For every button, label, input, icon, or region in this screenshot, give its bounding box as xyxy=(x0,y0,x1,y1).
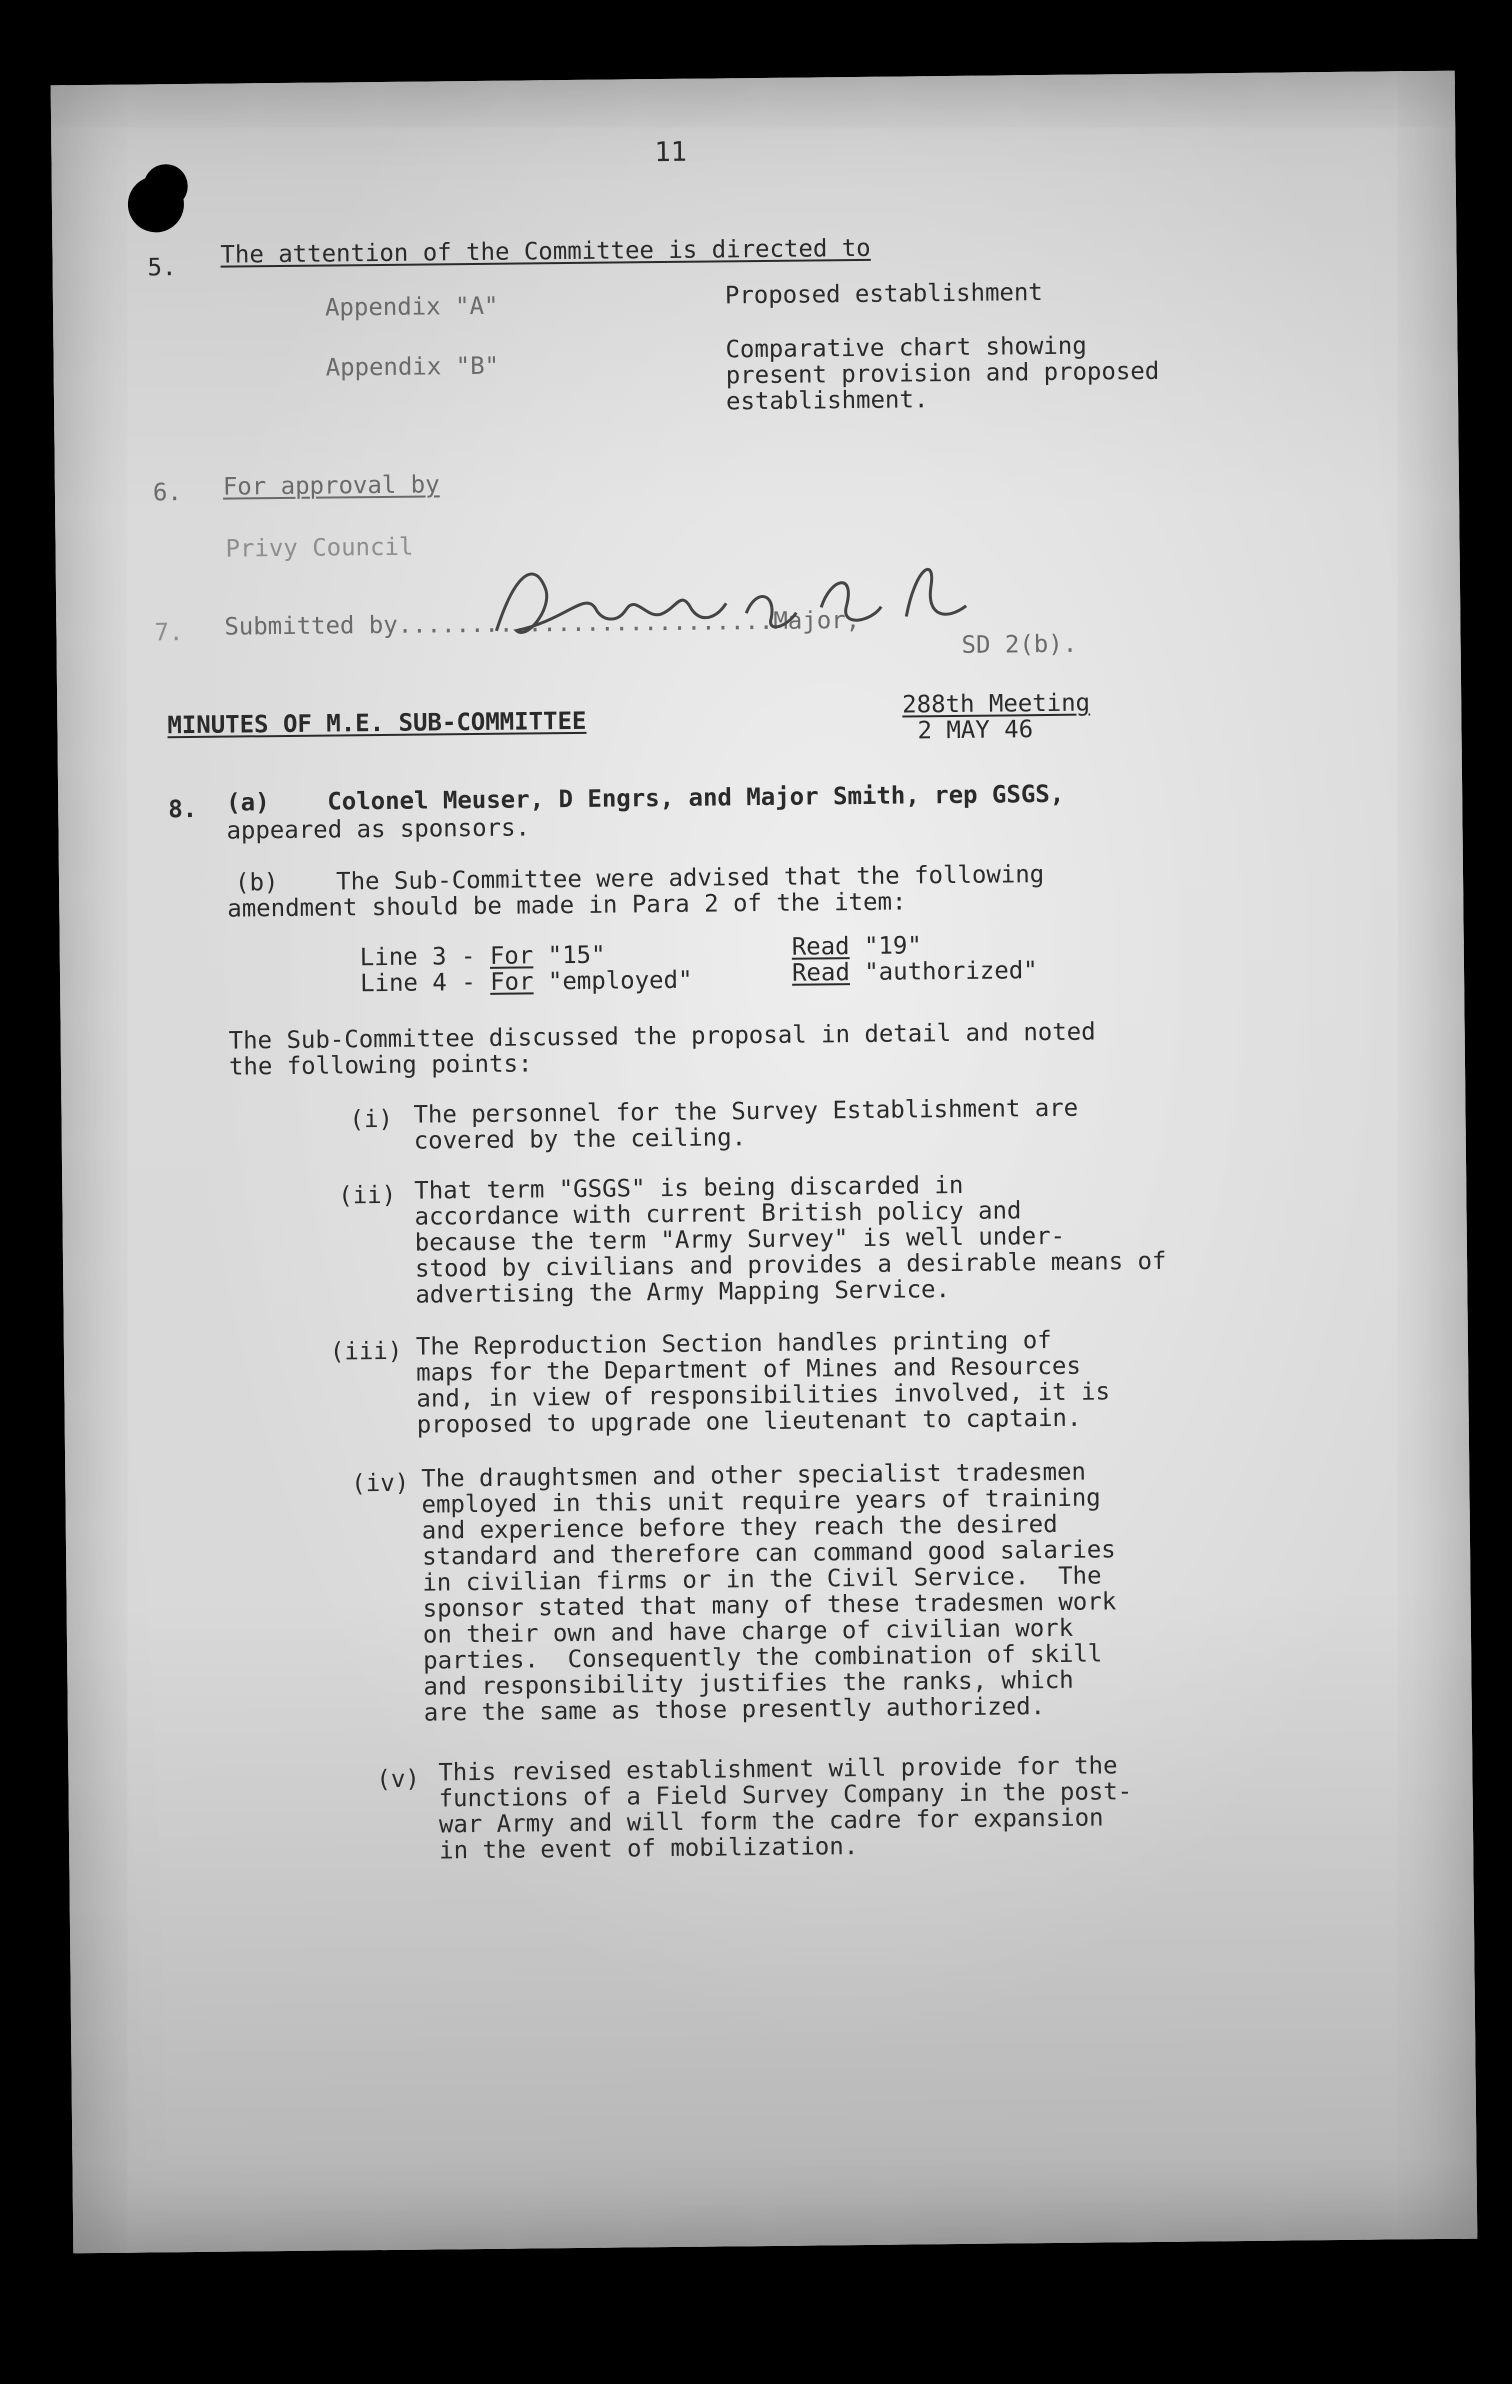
punch-hole xyxy=(144,164,188,208)
point-line: The personnel for the Survey Establishment are xyxy=(413,1093,1079,1129)
point-line: war Army and will form the cadre for expansion xyxy=(438,1803,1104,1839)
point-number: (i) xyxy=(349,1104,394,1134)
page-number: 11 xyxy=(654,136,688,169)
point-line: and, in view of responsibilities involved, it is xyxy=(416,1377,1111,1413)
point-line: covered by the ceiling. xyxy=(413,1123,747,1155)
point-line: sponsor stated that many of these tradesmen work xyxy=(422,1587,1117,1623)
point-line: employed in this unit require years of training xyxy=(421,1483,1101,1519)
amendment-line-4: Line 4 - For "employed" xyxy=(359,965,693,998)
item-5-heading: The attention of the Committee is directed to xyxy=(220,233,871,269)
appendix-b-label: Appendix "B" xyxy=(325,351,500,382)
point-line: and experience before they reach the desired xyxy=(421,1509,1058,1545)
item-8-a-line: (a) Colonel Meuser, D Engrs, and Major Smith, rep GSGS, xyxy=(226,779,1065,817)
point-line: accordance with current British policy and xyxy=(414,1196,1022,1231)
discussion-intro-line: The Sub-Committee discussed the proposal in detail and noted xyxy=(228,1017,1096,1055)
point-line: because the term "Army Survey" is well under- xyxy=(414,1221,1066,1257)
point-line: advertising the Army Mapping Service. xyxy=(415,1275,951,1309)
amendment-line-3-read: Read "19" xyxy=(791,931,922,961)
minutes-title: MINUTES OF M.E. SUB-COMMITTEE xyxy=(167,706,587,740)
item-5-number: 5. xyxy=(147,253,177,282)
point-line: The draughtsmen and other specialist tradesmen xyxy=(421,1457,1087,1493)
point-number: (iii) xyxy=(329,1336,403,1366)
item-8-b-line: amendment should be made in Para 2 of the item: xyxy=(227,887,907,923)
item-7-number: 7. xyxy=(154,618,184,647)
point-line: parties. Consequently the combination of skill xyxy=(423,1639,1103,1675)
point-number: (iv) xyxy=(351,1468,410,1498)
point-line: and responsibility justifies the ranks, which xyxy=(423,1665,1074,1701)
point-line: are the same as those presently authorized. xyxy=(423,1692,1046,1727)
submitted-by-line: Submitted by..........................Major, xyxy=(224,605,861,641)
meeting-number: 288th Meeting xyxy=(902,688,1091,719)
meeting-date: 2 MAY 46 xyxy=(917,715,1034,745)
amendment-line-4-read: Read "authorized" xyxy=(791,956,1038,987)
appendix-a-description: Proposed establishment xyxy=(724,278,1043,310)
appendix-b-description-line: Comparative chart showing xyxy=(725,331,1087,364)
submitter-office: SD 2(b). xyxy=(961,629,1078,659)
point-line: maps for the Department of Mines and Resources xyxy=(416,1351,1081,1387)
point-line: stood by civilians and provides a desirable means of xyxy=(414,1246,1167,1283)
point-line: proposed to upgrade one lieutenant to captain. xyxy=(416,1403,1082,1439)
item-8-number: 8. xyxy=(168,794,198,824)
point-line: This revised establishment will provide for the xyxy=(438,1751,1118,1787)
item-6-number: 6. xyxy=(152,478,183,507)
item-6-heading: For approval by xyxy=(222,470,440,501)
point-line: standard and therefore can command good salaries xyxy=(421,1535,1116,1571)
appendix-b-description-line: present provision and proposed xyxy=(725,356,1160,390)
amendment-line-3: Line 3 - For "15" xyxy=(359,940,606,972)
point-line: functions of a Field Survey Company in the post- xyxy=(438,1777,1133,1813)
point-line: That term "GSGS" is being discarded in xyxy=(414,1170,964,1205)
point-number: (v) xyxy=(376,1764,420,1794)
point-line: The Reproduction Section handles printing of xyxy=(415,1325,1052,1361)
handwritten-signature xyxy=(476,546,997,661)
appendix-a-label: Appendix "A" xyxy=(324,291,499,322)
item-8-b-line: (b) The Sub-Committee were advised that the following xyxy=(234,860,1045,897)
point-line: in civilian firms or in the Civil Service. The xyxy=(422,1561,1102,1597)
point-line: on their own and have charge of civilian work xyxy=(422,1613,1074,1649)
point-number: (ii) xyxy=(338,1180,397,1210)
document-page xyxy=(51,71,1478,2254)
point-line: in the event of mobilization. xyxy=(439,1832,859,1865)
appendix-b-description-line: establishment. xyxy=(725,385,929,416)
item-8-a-line: appeared as sponsors. xyxy=(226,813,531,845)
item-6-body: Privy Council xyxy=(225,532,414,563)
discussion-intro-line: the following points: xyxy=(228,1049,533,1081)
